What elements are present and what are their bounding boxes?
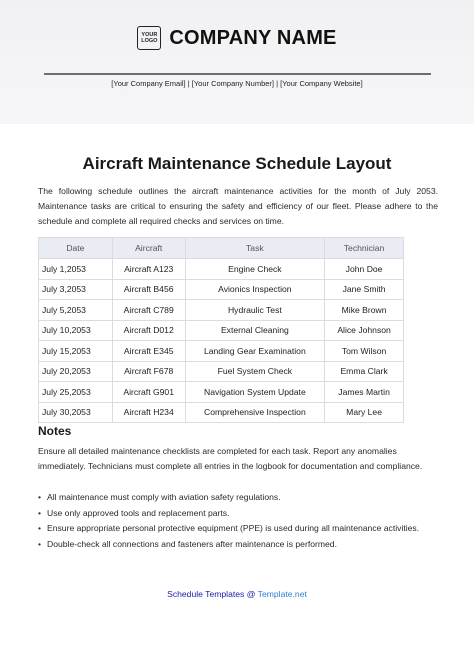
contact-line: [Your Company Email] | [Your Company Number] | [Your Company Website] [111,79,363,88]
logo-placeholder [137,26,161,50]
cell-technician: Mary Lee [325,402,404,423]
cell-date: July 30,2053 [39,402,113,423]
cell-aircraft: Aircraft C789 [112,300,185,321]
cell-technician: Mike Brown [325,300,404,321]
table-row [39,259,404,280]
list-item [38,506,438,522]
bullet-text: Use only approved tools and replacement parts. [47,507,230,518]
list-item [38,490,438,506]
cell-technician: James Martin [325,382,404,403]
cell-aircraft: Aircraft H234 [112,402,185,423]
cell-technician: John Doe [325,259,404,280]
cell-task: Engine Check [185,259,325,280]
cell-aircraft: Aircraft G901 [112,382,185,403]
maintenance-schedule-table [38,237,404,423]
cell-technician: Emma Clark [325,361,404,382]
cell-aircraft: Aircraft D012 [112,320,185,341]
cell-task: External Cleaning [185,320,325,341]
notes-paragraph: Ensure all detailed maintenance checklists are completed for each task. Report any anomalies immediately. Technicians must complete all entries in the logbook for documentation and compliance. [38,446,423,471]
cell-technician: Alice Johnson [325,320,404,341]
cell-date: July 15,2053 [39,341,113,362]
header-divider [44,73,431,75]
list-item [38,537,438,553]
cell-task: Landing Gear Examination [185,341,325,362]
table-row [39,320,404,341]
cell-task: Comprehensive Inspection [185,402,325,423]
cell-date: July 3,2053 [39,279,113,300]
column-header-technician: Technician [325,238,404,259]
cell-date: July 25,2053 [39,382,113,403]
column-header-date: Date [39,238,113,259]
table-row [39,300,404,321]
table-row [39,382,404,403]
bullet-text: All maintenance must comply with aviation safety regulations. [47,492,281,502]
cell-aircraft: Aircraft F678 [112,361,185,382]
table-header-row [39,238,404,259]
footer-prefix: Schedule Templates @ [167,589,258,599]
company-name: COMPANY NAME [169,26,337,49]
footer-brand-link[interactable]: Template.net [257,589,307,599]
cell-technician: Jane Smith [325,279,404,300]
notes-heading: Notes [38,424,72,438]
table-row [39,341,404,362]
cell-date: July 20,2053 [39,361,113,382]
cell-date: July 10,2053 [39,320,113,341]
bullet-text: Double-check all connections and fasteners after maintenance is performed. [47,538,337,549]
intro-paragraph: The following schedule outlines the aircraft maintenance activities for the month of July 2053. Maintenance tasks are critical to ensuring the safety and efficiency of our fleet. Please adhere to the schedule and complete all required checks and services on time. [38,186,438,226]
brand-block [0,26,474,50]
notes-bullet-list [38,490,438,552]
cell-task: Hydraulic Test [185,300,325,321]
bullet-icon: • [38,523,42,533]
cell-date: July 1,2053 [39,259,113,280]
bullet-icon: • [38,507,42,518]
bullet-icon: • [38,538,42,549]
cell-aircraft: Aircraft E345 [112,341,185,362]
letterhead [0,0,474,124]
cell-task: Navigation System Update [185,382,325,403]
cell-aircraft: Aircraft B456 [112,279,185,300]
document-title: Aircraft Maintenance Schedule Layout [82,154,392,173]
cell-task: Avionics Inspection [185,279,325,300]
cell-technician: Tom Wilson [325,341,404,362]
bullet-text: Ensure appropriate personal protective equipment (PPE) is used during all maintenance activities. [47,523,420,533]
table-row [39,402,404,423]
logo-text: YOUR LOGO [141,31,158,44]
cell-aircraft: Aircraft A123 [112,259,185,280]
column-header-task: Task [185,238,325,259]
cell-date: July 5,2053 [39,300,113,321]
table-row [39,279,404,300]
footer-attribution [0,589,474,599]
bullet-icon: • [38,492,42,502]
column-header-aircraft: Aircraft [112,238,185,259]
list-item [38,521,438,537]
cell-task: Fuel System Check [185,361,325,382]
table-row [39,361,404,382]
